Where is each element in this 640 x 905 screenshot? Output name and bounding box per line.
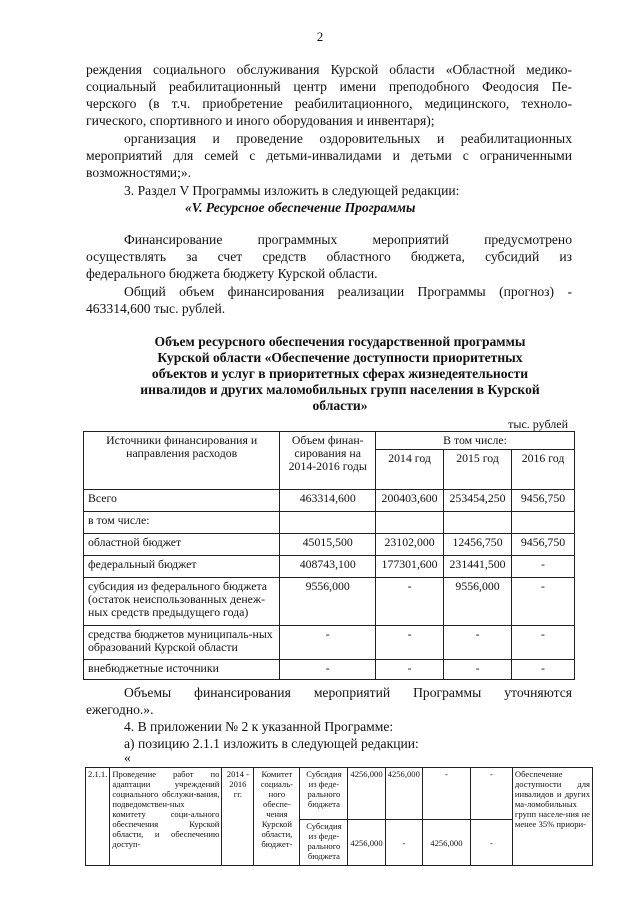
paragraph-3-line-1: Финансирование программных мероприятий предусмотрено bbox=[124, 232, 572, 247]
paragraph-1-line-1: реждения социального обслуживания Курской области «Областной медико- bbox=[86, 62, 572, 77]
paragraph-4-line-2: 463314,600 тыс. рублей. bbox=[86, 301, 226, 316]
row-label: средства бюджетов муниципаль-ных образований Курской области bbox=[84, 626, 280, 660]
row-2016: 9456,750 bbox=[512, 534, 575, 556]
position-row-1 bbox=[86, 768, 593, 820]
table-header-row-1 bbox=[84, 432, 575, 450]
position-2014-2: - bbox=[385, 820, 422, 866]
table-row bbox=[84, 534, 575, 556]
paragraph-2-line-3: возможностями;». bbox=[86, 165, 192, 180]
position-period: 2014 - 2016 гг. bbox=[222, 768, 254, 866]
header-sources: Источники финансирования и направления расходов bbox=[84, 432, 280, 490]
position-total-2: 4256,000 bbox=[348, 820, 385, 866]
row-2016: - bbox=[512, 626, 575, 660]
row-2014: 23102,000 bbox=[376, 534, 444, 556]
table-caption-line-4: инвалидов и других маломобильных групп населения в Курской bbox=[140, 382, 540, 397]
row-2014: - bbox=[376, 660, 444, 680]
position-2014-1: 4256,000 bbox=[385, 768, 422, 820]
table-caption-line-5: области» bbox=[312, 398, 368, 413]
paragraph-1-line-3: черского (в т.ч. приобретение реабилитационного, медицинского, техноло- bbox=[86, 96, 572, 111]
row-2016: - bbox=[512, 660, 575, 680]
paragraph-2-line-1: организация и проведение оздоровительных и реабилитационных bbox=[124, 131, 572, 146]
row-2015: 231441,500 bbox=[444, 556, 512, 578]
row-2015 bbox=[444, 512, 512, 534]
row-label: Всего bbox=[84, 490, 280, 512]
position-executor: Комитет социаль-ного обеспе-чения Курской области, бюджет- bbox=[254, 768, 300, 866]
paragraph-3-line-2: осуществлять за счет средств областного бюджета, субсидий из bbox=[86, 249, 572, 264]
row-2015: - bbox=[444, 626, 512, 660]
row-label: субсидия из федерального бюджета (остаток неиспользованных денеж-ных средств предыдущего года) bbox=[84, 578, 280, 626]
position-total-1: 4256,000 bbox=[348, 768, 385, 820]
table-caption-line-1: Объем ресурсного обеспечения государственной программы bbox=[154, 334, 526, 349]
position-description: Проведение работ по адаптации учреждений социального обслужи-вания, подведомствен-ных комитету соци-ального обеспечения Курской области, и обеспечению доступ- bbox=[110, 768, 222, 866]
row-2014: - bbox=[376, 626, 444, 660]
row-label: федеральный бюджет bbox=[84, 556, 280, 578]
position-source-2: Субсидия из феде-рального бюджета bbox=[300, 820, 348, 866]
table-caption-line-2: Курской области «Обеспечение доступности приоритетных bbox=[157, 350, 523, 365]
row-total: - bbox=[280, 626, 376, 660]
row-2015: 253454,250 bbox=[444, 490, 512, 512]
row-2016: - bbox=[512, 556, 575, 578]
table-row bbox=[84, 490, 575, 512]
row-2016: - bbox=[512, 578, 575, 626]
resource-table bbox=[83, 431, 575, 680]
header-year-2015: 2015 год bbox=[444, 450, 512, 490]
item-3: 3. Раздел V Программы изложить в следующей редакции: bbox=[124, 183, 460, 198]
paragraph-1-line-4: гического, спортивного и иного оборудования и инвентаря); bbox=[86, 113, 435, 128]
row-2015: 12456,750 bbox=[444, 534, 512, 556]
row-total bbox=[280, 512, 376, 534]
row-label: внебюджетные источники bbox=[84, 660, 280, 680]
header-year-2016: 2016 год bbox=[512, 450, 575, 490]
header-including: В том числе: bbox=[376, 432, 575, 450]
table-row bbox=[84, 556, 575, 578]
row-total: 408743,100 bbox=[280, 556, 376, 578]
unit-label: тыс. рублей bbox=[508, 417, 568, 431]
paragraph-2-line-2: мероприятий для семей с детьми-инвалидами и детьми с ограниченными bbox=[86, 148, 572, 163]
position-result: Обеспечение доступности для инвалидов и других ма-ломобильных групп населе-ния не менее 35% приори- bbox=[512, 768, 592, 866]
position-table bbox=[85, 767, 593, 866]
row-2014 bbox=[376, 512, 444, 534]
table-row bbox=[84, 578, 575, 626]
position-number: 2.1.1. bbox=[86, 768, 110, 866]
page-number: 2 bbox=[316, 29, 324, 44]
paragraph-5-line-1: Объемы финансирования мероприятий Программы уточняются bbox=[124, 685, 572, 700]
table-row bbox=[84, 660, 575, 680]
row-2015: 9556,000 bbox=[444, 578, 512, 626]
row-total: 45015,500 bbox=[280, 534, 376, 556]
header-volume: Объем финан-сирования на 2014-2016 годы bbox=[280, 432, 376, 490]
paragraph-1-line-2: социальный реабилитационный центр имени преподобного Феодосия Пе- bbox=[86, 79, 572, 94]
table-caption-line-3: объектов и услуг в приоритетных сферах жизнедеятельности bbox=[151, 366, 529, 381]
row-2016: 9456,750 bbox=[512, 490, 575, 512]
section-title: «V. Ресурсное обеспечение Программы bbox=[185, 200, 416, 215]
row-total: - bbox=[280, 660, 376, 680]
position-2016-1: - bbox=[470, 768, 512, 820]
item-4: 4. В приложении № 2 к указанной Программе: bbox=[124, 719, 394, 734]
paragraph-3-line-3: федерального бюджета бюджету Курской области. bbox=[86, 266, 378, 281]
position-2015-2: 4256,000 bbox=[422, 820, 470, 866]
row-2015: - bbox=[444, 660, 512, 680]
row-2014: 177301,600 bbox=[376, 556, 444, 578]
paragraph-5-line-2: ежегодно.». bbox=[86, 702, 154, 717]
header-year-2014: 2014 год bbox=[376, 450, 444, 490]
row-2014: 200403,600 bbox=[376, 490, 444, 512]
position-2015-1: - bbox=[422, 768, 470, 820]
row-label: в том числе: bbox=[84, 512, 280, 534]
position-2016-2: - bbox=[470, 820, 512, 866]
row-2014: - bbox=[376, 578, 444, 626]
item-4a: а) позицию 2.1.1 изложить в следующей редакции: bbox=[124, 736, 419, 751]
paragraph-4-line-1: Общий объем финансирования реализации Программы (прогноз) - bbox=[124, 284, 572, 299]
row-label: областной бюджет bbox=[84, 534, 280, 556]
table-row bbox=[84, 626, 575, 660]
row-total: 9556,000 bbox=[280, 578, 376, 626]
open-quote: « bbox=[124, 750, 131, 765]
row-2016 bbox=[512, 512, 575, 534]
position-source-1: Субсидия из феде-рального бюджета bbox=[300, 768, 348, 820]
row-total: 463314,600 bbox=[280, 490, 376, 512]
table-row bbox=[84, 512, 575, 534]
